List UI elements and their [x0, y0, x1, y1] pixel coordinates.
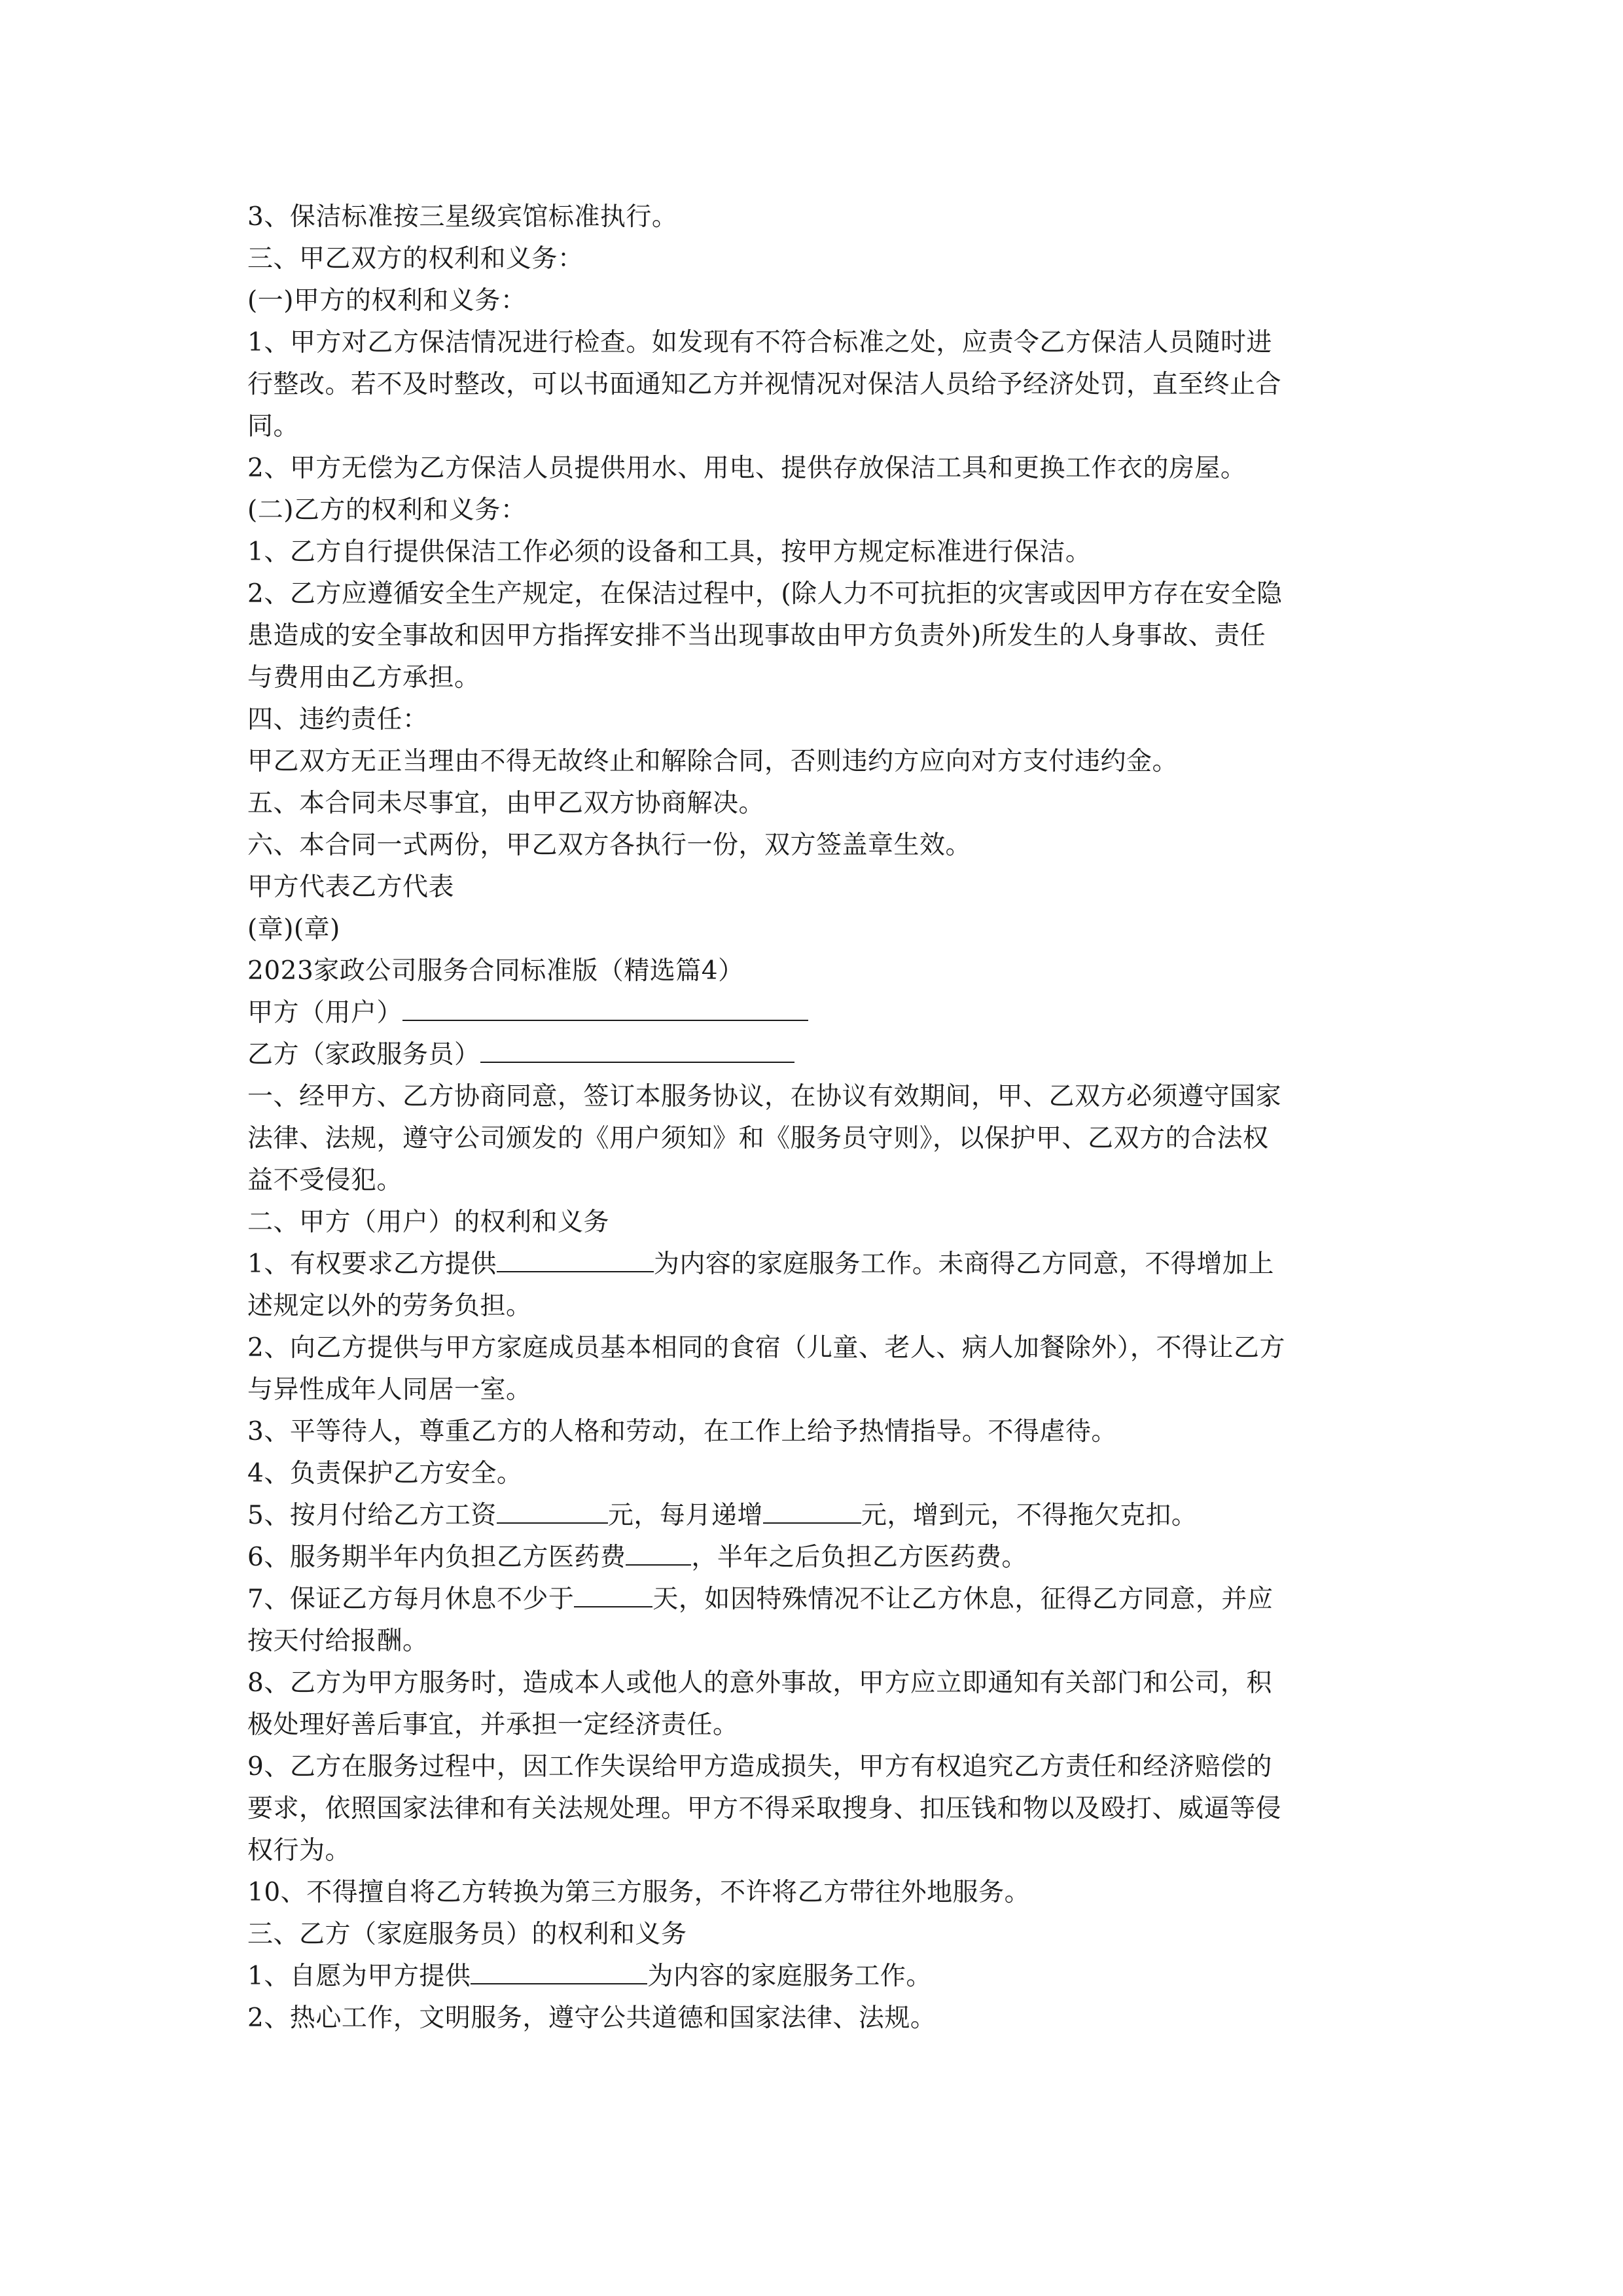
text-line [247, 1327, 1386, 1369]
line-text-after-blank: 元，每月递增 [607, 1501, 763, 1530]
text-line [247, 1830, 1386, 1872]
line-text: 10、不得擅自将乙方转换为第三方服务，不许将乙方带往外地服务。 [247, 1878, 1031, 1907]
line-text: 1、甲方对乙方保洁情况进行检查。如发现有不符合标准之处，应责令乙方保洁人员随时进 [247, 328, 1272, 357]
line-text: 患造成的安全事故和因甲方指挥安排不当出现事故由甲方负责外)所发生的人身事故、责任 [247, 621, 1266, 651]
text-line [247, 867, 1386, 908]
line-text: 1、乙方自行提供保洁工作必须的设备和工具，按甲方规定标准进行保洁。 [247, 537, 1092, 567]
line-text-after-blank: 为内容的家庭服务工作。 [647, 1962, 932, 1991]
text-line [247, 238, 1386, 280]
text-line [247, 1244, 1386, 1285]
text-line [247, 1495, 1386, 1537]
text-line [247, 322, 1386, 364]
fill-in-blank[interactable] [574, 1580, 652, 1607]
line-text: 2、乙方应遵循安全生产规定，在保洁过程中，(除人力不可抗拒的灾害或因甲方存在安全隐 [247, 579, 1283, 609]
text-line [247, 1704, 1386, 1746]
text-line [247, 1537, 1386, 1579]
text-line [247, 783, 1386, 825]
line-text: 同。 [247, 412, 300, 441]
line-text: 三、乙方（家庭服务员）的权利和义务 [247, 1920, 687, 1949]
fill-in-blank[interactable] [471, 1957, 647, 1984]
line-text: 2、甲方无偿为乙方保洁人员提供用水、用电、提供存放保洁工具和更换工作衣的房屋。 [247, 454, 1247, 483]
text-line [247, 1998, 1386, 2039]
line-text: 四、违约责任： [247, 705, 429, 734]
line-text: 甲方（用户） [247, 998, 403, 1028]
line-text: 按天付给报酬。 [247, 1626, 429, 1656]
text-line [247, 406, 1386, 448]
text-line [247, 615, 1386, 657]
text-line [247, 1411, 1386, 1453]
text-line [247, 1956, 1386, 1998]
line-text: (二)乙方的权利和义务： [247, 495, 527, 525]
text-line [247, 1872, 1386, 1914]
text-line [247, 1369, 1386, 1411]
line-text: 2、热心工作，文明服务，遵守公共道德和国家法律、法规。 [247, 2003, 936, 2033]
text-line [247, 1788, 1386, 1830]
line-text: 2、向乙方提供与甲方家庭成员基本相同的食宿（儿童、老人、病人加餐除外），不得让乙方 [247, 1333, 1285, 1363]
text-line [247, 1160, 1386, 1202]
fill-in-blank[interactable] [763, 1496, 861, 1524]
text-line [247, 1202, 1386, 1244]
text-line [247, 1621, 1386, 1662]
fill-in-blank[interactable] [497, 1245, 654, 1272]
line-text: 5、按月付给乙方工资 [247, 1501, 497, 1530]
line-text: 6、服务期半年内负担乙方医药费 [247, 1543, 626, 1572]
text-line [247, 950, 1386, 992]
text-line [247, 1453, 1386, 1495]
text-line [247, 908, 1386, 950]
line-text: 二、甲方（用户）的权利和义务 [247, 1208, 610, 1237]
line-text: 要求，依照国家法律和有关法规处理。甲方不得采取搜身、扣压钱和物以及殴打、威逼等侵 [247, 1794, 1282, 1823]
text-line [247, 1285, 1386, 1327]
text-line [247, 1746, 1386, 1788]
line-text: 法律、法规，遵守公司颁发的《用户须知》和《服务员守则》，以保护甲、乙双方的合法权 [247, 1124, 1269, 1153]
text-line [247, 1914, 1386, 1956]
line-text: 3、保洁标准按三星级宾馆标准执行。 [247, 202, 678, 232]
line-text-after-blank: 天，如因特殊情况不让乙方休息，征得乙方同意，并应 [652, 1585, 1274, 1614]
fill-in-blank[interactable] [626, 1538, 691, 1566]
line-text-after-blank: 为内容的家庭服务工作。未商得乙方同意，不得增加上 [653, 1249, 1274, 1279]
line-text: 1、自愿为甲方提供 [247, 1962, 471, 1991]
line-text: 与异性成年人同居一室。 [247, 1375, 532, 1405]
line-text: 三、甲乙双方的权利和义务： [247, 244, 584, 274]
text-line [247, 1034, 1386, 1076]
text-line [247, 490, 1386, 531]
line-text: 权行为。 [247, 1836, 351, 1865]
line-text: 一、经甲方、乙方协商同意，签订本服务协议，在协议有效期间，甲、乙双方必须遵守国家 [247, 1082, 1282, 1111]
line-text: 六、本合同一式两份，甲乙双方各执行一份，双方签盖章生效。 [247, 831, 972, 860]
line-text-after-blank: ，半年之后负担乙方医药费。 [691, 1543, 1027, 1572]
line-text: 与费用由乙方承担。 [247, 663, 480, 692]
line-text: 1、有权要求乙方提供 [247, 1249, 497, 1279]
text-line [247, 825, 1386, 867]
text-line [247, 1662, 1386, 1704]
text-line [247, 531, 1386, 573]
text-line [247, 573, 1386, 615]
text-line [247, 657, 1386, 699]
line-text: 9、乙方在服务过程中，因工作失误给甲方造成损失，甲方有权追究乙方责任和经济赔偿的 [247, 1752, 1272, 1782]
fill-in-blank[interactable] [497, 1496, 608, 1524]
line-text: 极处理好善后事宜，并承担一定经济责任。 [247, 1710, 739, 1740]
text-line [247, 992, 1386, 1034]
line-text: 述规定以外的劳务负担。 [247, 1291, 532, 1321]
line-text: 乙方（家政服务员） [247, 1040, 480, 1069]
text-line [247, 741, 1386, 783]
document-page [247, 196, 1386, 2039]
line-text: 4、负责保护乙方安全。 [247, 1459, 523, 1488]
text-line [247, 364, 1386, 406]
line-text: 甲乙双方无正当理由不得无故终止和解除合同，否则违约方应向对方支付违约金。 [247, 747, 1179, 776]
line-text: 2023家政公司服务合同标准版（精选篇4） [247, 956, 744, 986]
fill-in-blank[interactable] [402, 994, 808, 1021]
line-text: 益不受侵犯。 [247, 1166, 403, 1195]
line-text: 7、保证乙方每月休息不少于 [247, 1585, 575, 1614]
text-line [247, 699, 1386, 741]
text-line [247, 196, 1386, 238]
line-text: (一)甲方的权利和义务： [247, 286, 527, 315]
text-line [247, 1076, 1386, 1118]
line-text: 五、本合同未尽事宜，由甲乙双方协商解决。 [247, 789, 765, 818]
line-text: 3、平等待人，尊重乙方的人格和劳动，在工作上给予热情指导。不得虐待。 [247, 1417, 1117, 1446]
fill-in-blank[interactable] [480, 1035, 794, 1063]
line-text: 行整改。若不及时整改，可以书面通知乙方并视情况对保洁人员给予经济处罚，直至终止合 [247, 370, 1282, 399]
line-text-after-blank: 元，增到元，不得拖欠克扣。 [861, 1501, 1198, 1530]
text-line [247, 448, 1386, 490]
text-line [247, 280, 1386, 322]
text-line [247, 1118, 1386, 1160]
line-text: 8、乙方为甲方服务时，造成本人或他人的意外事故，甲方应立即通知有关部门和公司，积 [247, 1668, 1272, 1698]
line-text: (章)(章) [247, 914, 340, 944]
text-line [247, 1579, 1386, 1621]
line-text: 甲方代表乙方代表 [247, 872, 455, 902]
